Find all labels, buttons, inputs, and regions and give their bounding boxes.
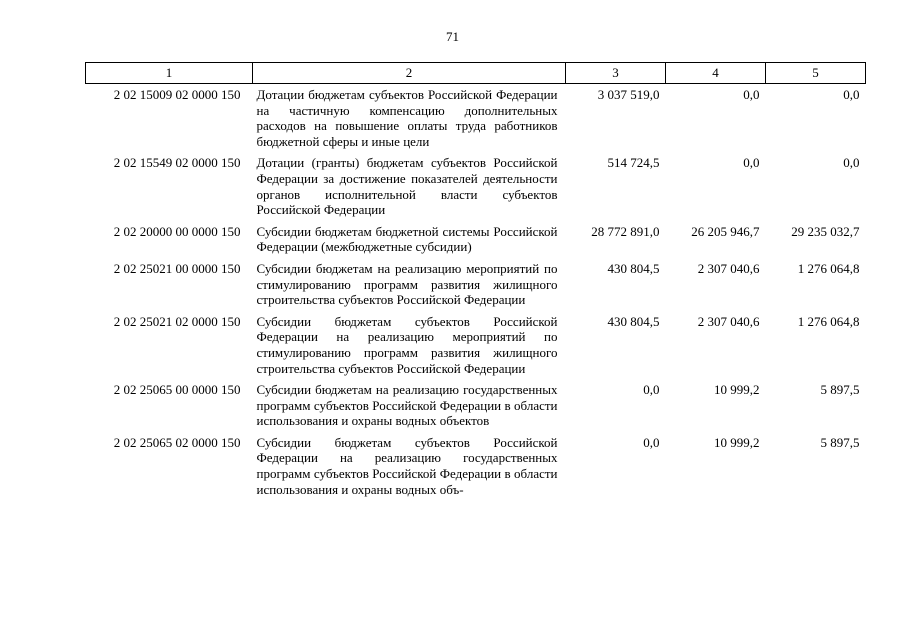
budget-code: 2 02 25021 02 0000 150 [113,313,241,329]
table-body [86,84,866,504]
budget-code: 2 02 15549 02 0000 150 [113,155,241,171]
value-col-3: 3 037 519,0 [597,87,660,102]
value-col-3: 430 804,5 [607,260,660,276]
column-header: 2 [253,63,566,84]
budget-item-name: Субсидии бюджетам на реализацию мероприятий по стимулированию программ развития жилищного строительства субъектов Российской Федерации [256,260,558,308]
budget-item-name: Дотации (гранты) бюджетам субъектов Российской Федерации за достижение показателей деятельности органов исполнительной власти субъектов Российской Федерации [256,155,558,218]
value-col-5: 29 235 032,7 [791,223,860,239]
table-row [86,84,866,156]
value-col-5: 1 276 064,8 [797,313,860,329]
page-number: 71 [446,29,459,44]
column-header: 1 [86,63,253,84]
table-row [86,314,866,382]
column-header: 5 [766,63,866,84]
value-col-5: 0,0 [843,155,860,171]
value-col-3: 0,0 [643,382,660,398]
budget-code: 2 02 25021 00 0000 150 [113,260,241,276]
value-col-5: 0,0 [843,87,860,102]
value-col-4: 2 307 040,6 [697,260,760,276]
value-col-4: 10 999,2 [714,382,760,398]
table-row [86,435,866,503]
table-row [86,155,866,223]
budget-code: 2 02 25065 00 0000 150 [113,382,241,398]
budget-item-name: Субсидии бюджетам субъектов Российской Федерации на реализацию мероприятий по стимулированию программ развития жилищного строительства субъектов Российской Федерации [256,313,558,376]
value-col-5: 5 897,5 [820,434,860,450]
value-col-5: 1 276 064,8 [797,260,860,276]
budget-code: 2 02 25065 02 0000 150 [113,434,241,450]
budget-item-name: Субсидии бюджетам бюджетной системы Российской Федерации (межбюджетные субсидии) [256,223,558,255]
budget-item-name: Дотации бюджетам субъектов Российской Федерации на частичную компенсацию дополнительных расходов на повышение оплаты труда работников бюджетной сферы и иные цели [256,87,558,149]
value-col-3: 0,0 [643,434,660,450]
value-col-3: 28 772 891,0 [591,223,660,239]
budget-item-name: Субсидии бюджетам на реализацию государственных программ субъектов Российской Федерации в области использования и охраны водных объектов [256,382,558,429]
value-col-4: 0,0 [743,87,760,102]
value-col-4: 2 307 040,6 [697,313,760,329]
table-row [86,382,866,435]
table-row [86,224,866,261]
table-header [86,63,866,84]
value-col-4: 26 205 946,7 [691,223,760,239]
budget-item-name: Субсидии бюджетам субъектов Российской Федерации на реализацию государственных программ субъектов Российской Федерации в области использования и охраны водных объ- [256,434,558,497]
value-col-3: 514 724,5 [607,155,660,171]
value-col-4: 0,0 [743,155,760,171]
column-header: 4 [666,63,766,84]
value-col-3: 430 804,5 [607,313,660,329]
value-col-5: 5 897,5 [820,382,860,398]
column-header: 3 [566,63,666,84]
table-row [86,261,866,314]
budget-code: 2 02 20000 00 0000 150 [113,223,241,239]
budget-table [85,62,866,503]
budget-code: 2 02 15009 02 0000 150 [113,87,241,102]
header-row [86,63,866,84]
value-col-4: 10 999,2 [714,434,760,450]
